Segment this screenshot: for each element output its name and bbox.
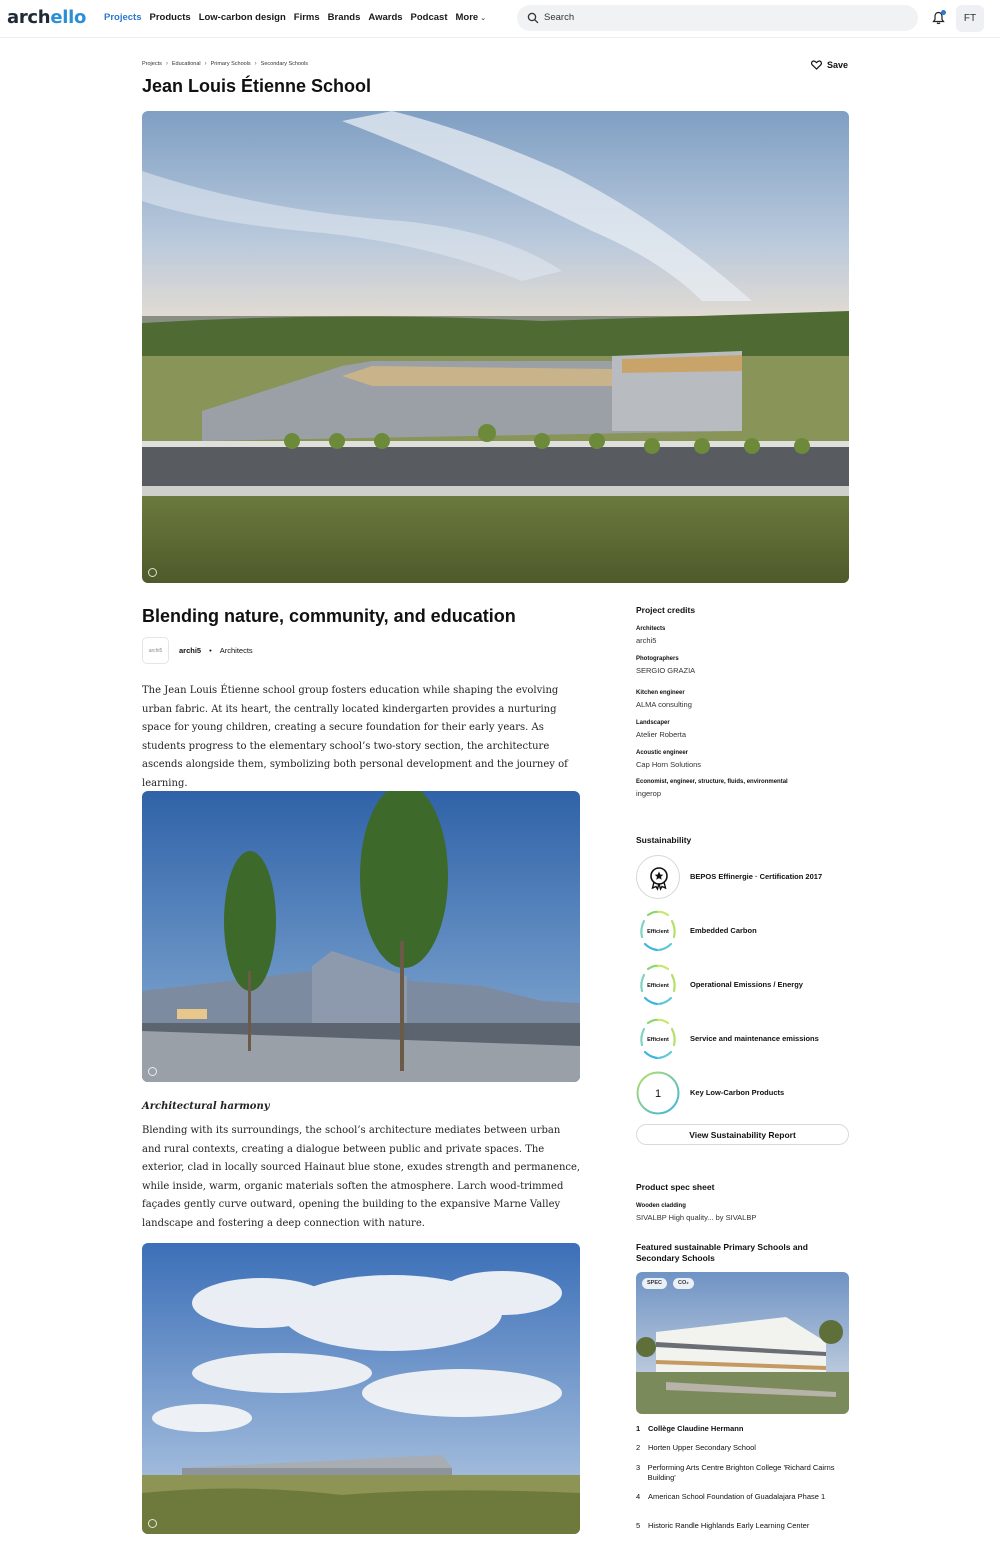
credit-value[interactable]: archi5 [636, 636, 657, 645]
building-facade-photo [142, 791, 580, 1082]
count-ring-icon [636, 1071, 680, 1115]
firm-byline[interactable] [142, 637, 253, 664]
chevron-right-icon: › [204, 61, 207, 67]
chevron-down-icon: ⌄ [480, 15, 487, 22]
featured-list-item[interactable] [636, 1492, 825, 1502]
breadcrumb-projects[interactable]: Projects [142, 61, 162, 67]
item-number: 2 [636, 1443, 641, 1452]
key-products-label: Key Low-Carbon Products [690, 1088, 785, 1097]
landscape-photo [142, 1243, 580, 1534]
user-avatar[interactable]: FT [956, 5, 984, 32]
credit-value[interactable]: ALMA consulting [636, 700, 692, 709]
item-title: Horten Upper Secondary School [648, 1443, 756, 1452]
photo-credit-icon[interactable] [148, 1519, 157, 1528]
firm-name[interactable]: archi5 [179, 646, 202, 655]
item-title: Historic Randle Highlands Early Learning Center [648, 1521, 810, 1530]
embedded-carbon-label: Embedded Carbon [690, 926, 757, 935]
firm-role: Architects [219, 646, 253, 655]
spec-category: Wooden cladding [636, 1203, 686, 1209]
certification-badge [636, 855, 680, 899]
featured-image[interactable] [636, 1272, 849, 1414]
search-bar[interactable] [517, 5, 918, 31]
credit-label: Photographers [636, 656, 679, 662]
item-number: 3 [636, 1463, 641, 1472]
item-number: 1 [636, 1424, 641, 1433]
laurel-wreath-icon [636, 1017, 680, 1061]
credit-value[interactable]: Cap Horn Solutions [636, 760, 702, 769]
nav-firms[interactable]: Firms [293, 12, 320, 23]
logo-text-b: ello [50, 7, 87, 28]
credit-value[interactable]: ingerop [636, 789, 662, 798]
top-navbar [0, 0, 1000, 38]
featured-list-item[interactable] [636, 1424, 743, 1433]
spec-product-link[interactable]: SIVALBP High quality... by SIVALBP [636, 1213, 757, 1222]
nav-more[interactable] [456, 12, 487, 23]
chevron-right-icon: › [165, 61, 168, 67]
photo-credit-icon[interactable] [148, 1067, 157, 1076]
search-icon [527, 12, 539, 24]
page-title: Jean Louis Étienne School [142, 76, 372, 96]
harmony-paragraph: Blending with its surroundings, the school’s architecture mediates between urban and rural contexts, creating a dialogue between public and private spaces. The exterior, clad in locally sourced Hainaut blue stone, exudes strength and permanence, while inside, warm, organic materials soften the atmosphere. Larch wood-trimmed façades gently curve outward, opening the building to the expansive Marne Valley landscape and fostering a deep connection with nature. [142, 1125, 581, 1229]
breadcrumb-educational[interactable]: Educational [171, 61, 201, 67]
nav-more-label: More [455, 12, 479, 23]
operational-emissions-row[interactable] [636, 963, 849, 1007]
sustainability-heading: Sustainability [636, 835, 692, 845]
certification-label: BEPOS Effinergie · Certification 2017 [690, 872, 823, 881]
view-sustainability-report-button[interactable]: View Sustainability Report [636, 1124, 849, 1145]
article-heading: Blending nature, community, and education [142, 606, 516, 626]
maintenance-emissions-label: Service and maintenance emissions [690, 1034, 819, 1043]
efficient-badge [636, 909, 680, 953]
featured-list-item[interactable] [636, 1443, 756, 1452]
intro-paragraph: The Jean Louis Étienne school group fosters education while shaping the evolving urban fabric. At its heart, the centrally located kindergarten provides a nurturing space for young children, creating a secure foundation for their early years. As students progress to the elementary school’s two-story section, the architecture ascends alongside them, symbolizing both personal development and the journey of learning. [142, 685, 568, 789]
laurel-wreath-icon [636, 963, 680, 1007]
featured-heading: Featured sustainable Primary Schools and Secondary Schools [636, 1242, 808, 1263]
logo-text-a: arch [7, 7, 51, 28]
efficient-badge [636, 1017, 680, 1061]
key-products-count: 1 [654, 1088, 662, 1100]
nav-projects[interactable]: Projects [104, 12, 142, 23]
search-input[interactable]: Search [544, 12, 575, 23]
nav-awards[interactable]: Awards [368, 12, 403, 23]
maintenance-emissions-row[interactable] [636, 1017, 849, 1061]
item-number: 4 [636, 1492, 641, 1501]
credit-label: Economist, engineer, structure, fluids, environmental [636, 779, 788, 785]
spec-chip: SPEC [642, 1278, 667, 1289]
item-title: Performing Arts Centre Brighton College 'Richard Cairns Building' [647, 1463, 835, 1482]
co2-chip: CO₂ [673, 1278, 694, 1289]
save-label: Save [827, 60, 849, 70]
credit-label: Acoustic engineer [636, 750, 689, 756]
nav-brands[interactable]: Brands [327, 12, 361, 23]
archello-logo[interactable] [7, 7, 86, 28]
key-products-row[interactable] [636, 1071, 849, 1115]
operational-emissions-label: Operational Emissions / Energy [690, 980, 803, 989]
item-title: Collège Claudine Hermann [648, 1424, 744, 1433]
section-subheading: Architectural harmony [142, 1101, 270, 1112]
breadcrumb [142, 61, 308, 67]
breadcrumb-primary-schools[interactable]: Primary Schools [210, 61, 251, 67]
certification-row[interactable] [636, 855, 849, 899]
main-menu [104, 12, 486, 23]
credit-value[interactable]: Atelier Roberta [636, 730, 687, 739]
credit-label: Kitchen engineer [636, 690, 685, 696]
dot-separator: • [209, 646, 212, 655]
featured-school-photo [636, 1272, 849, 1414]
nav-podcast[interactable]: Podcast [410, 12, 448, 23]
efficient-text: Efficient [647, 983, 669, 989]
firm-logo[interactable]: archi5 [142, 637, 169, 664]
credits-heading: Project credits [636, 605, 696, 615]
item-title: American School Foundation of Guadalajara Phase 1 [648, 1492, 826, 1501]
heart-icon [811, 60, 822, 70]
credit-value[interactable]: SERGIO GRAZIA [636, 666, 696, 675]
award-ribbon-icon [637, 856, 681, 900]
efficient-badge [636, 963, 680, 1007]
featured-list-item[interactable] [636, 1463, 849, 1483]
nav-low-carbon-design[interactable]: Low-carbon design [198, 12, 286, 23]
embedded-carbon-row[interactable] [636, 909, 849, 953]
photo-credit-icon[interactable] [148, 568, 157, 577]
credit-label: Landscaper [636, 720, 670, 726]
laurel-wreath-icon [636, 909, 680, 953]
spec-heading: Product spec sheet [636, 1182, 715, 1192]
item-number: 5 [636, 1521, 641, 1530]
gallery-image-2[interactable] [142, 791, 580, 1082]
efficient-text: Efficient [647, 1037, 669, 1043]
breadcrumb-secondary-schools[interactable]: Secondary Schools [260, 61, 309, 67]
chevron-right-icon: › [254, 61, 257, 67]
credit-label: Architects [636, 626, 666, 632]
featured-list-item[interactable] [636, 1521, 809, 1530]
key-products-badge [636, 1071, 680, 1115]
hero-image[interactable] [142, 111, 849, 583]
save-button[interactable] [811, 60, 848, 70]
notification-dot [941, 10, 946, 15]
hero-photo [142, 111, 849, 583]
efficient-text: Efficient [647, 929, 669, 935]
nav-products[interactable]: Products [149, 12, 191, 23]
gallery-image-3[interactable] [142, 1243, 580, 1534]
